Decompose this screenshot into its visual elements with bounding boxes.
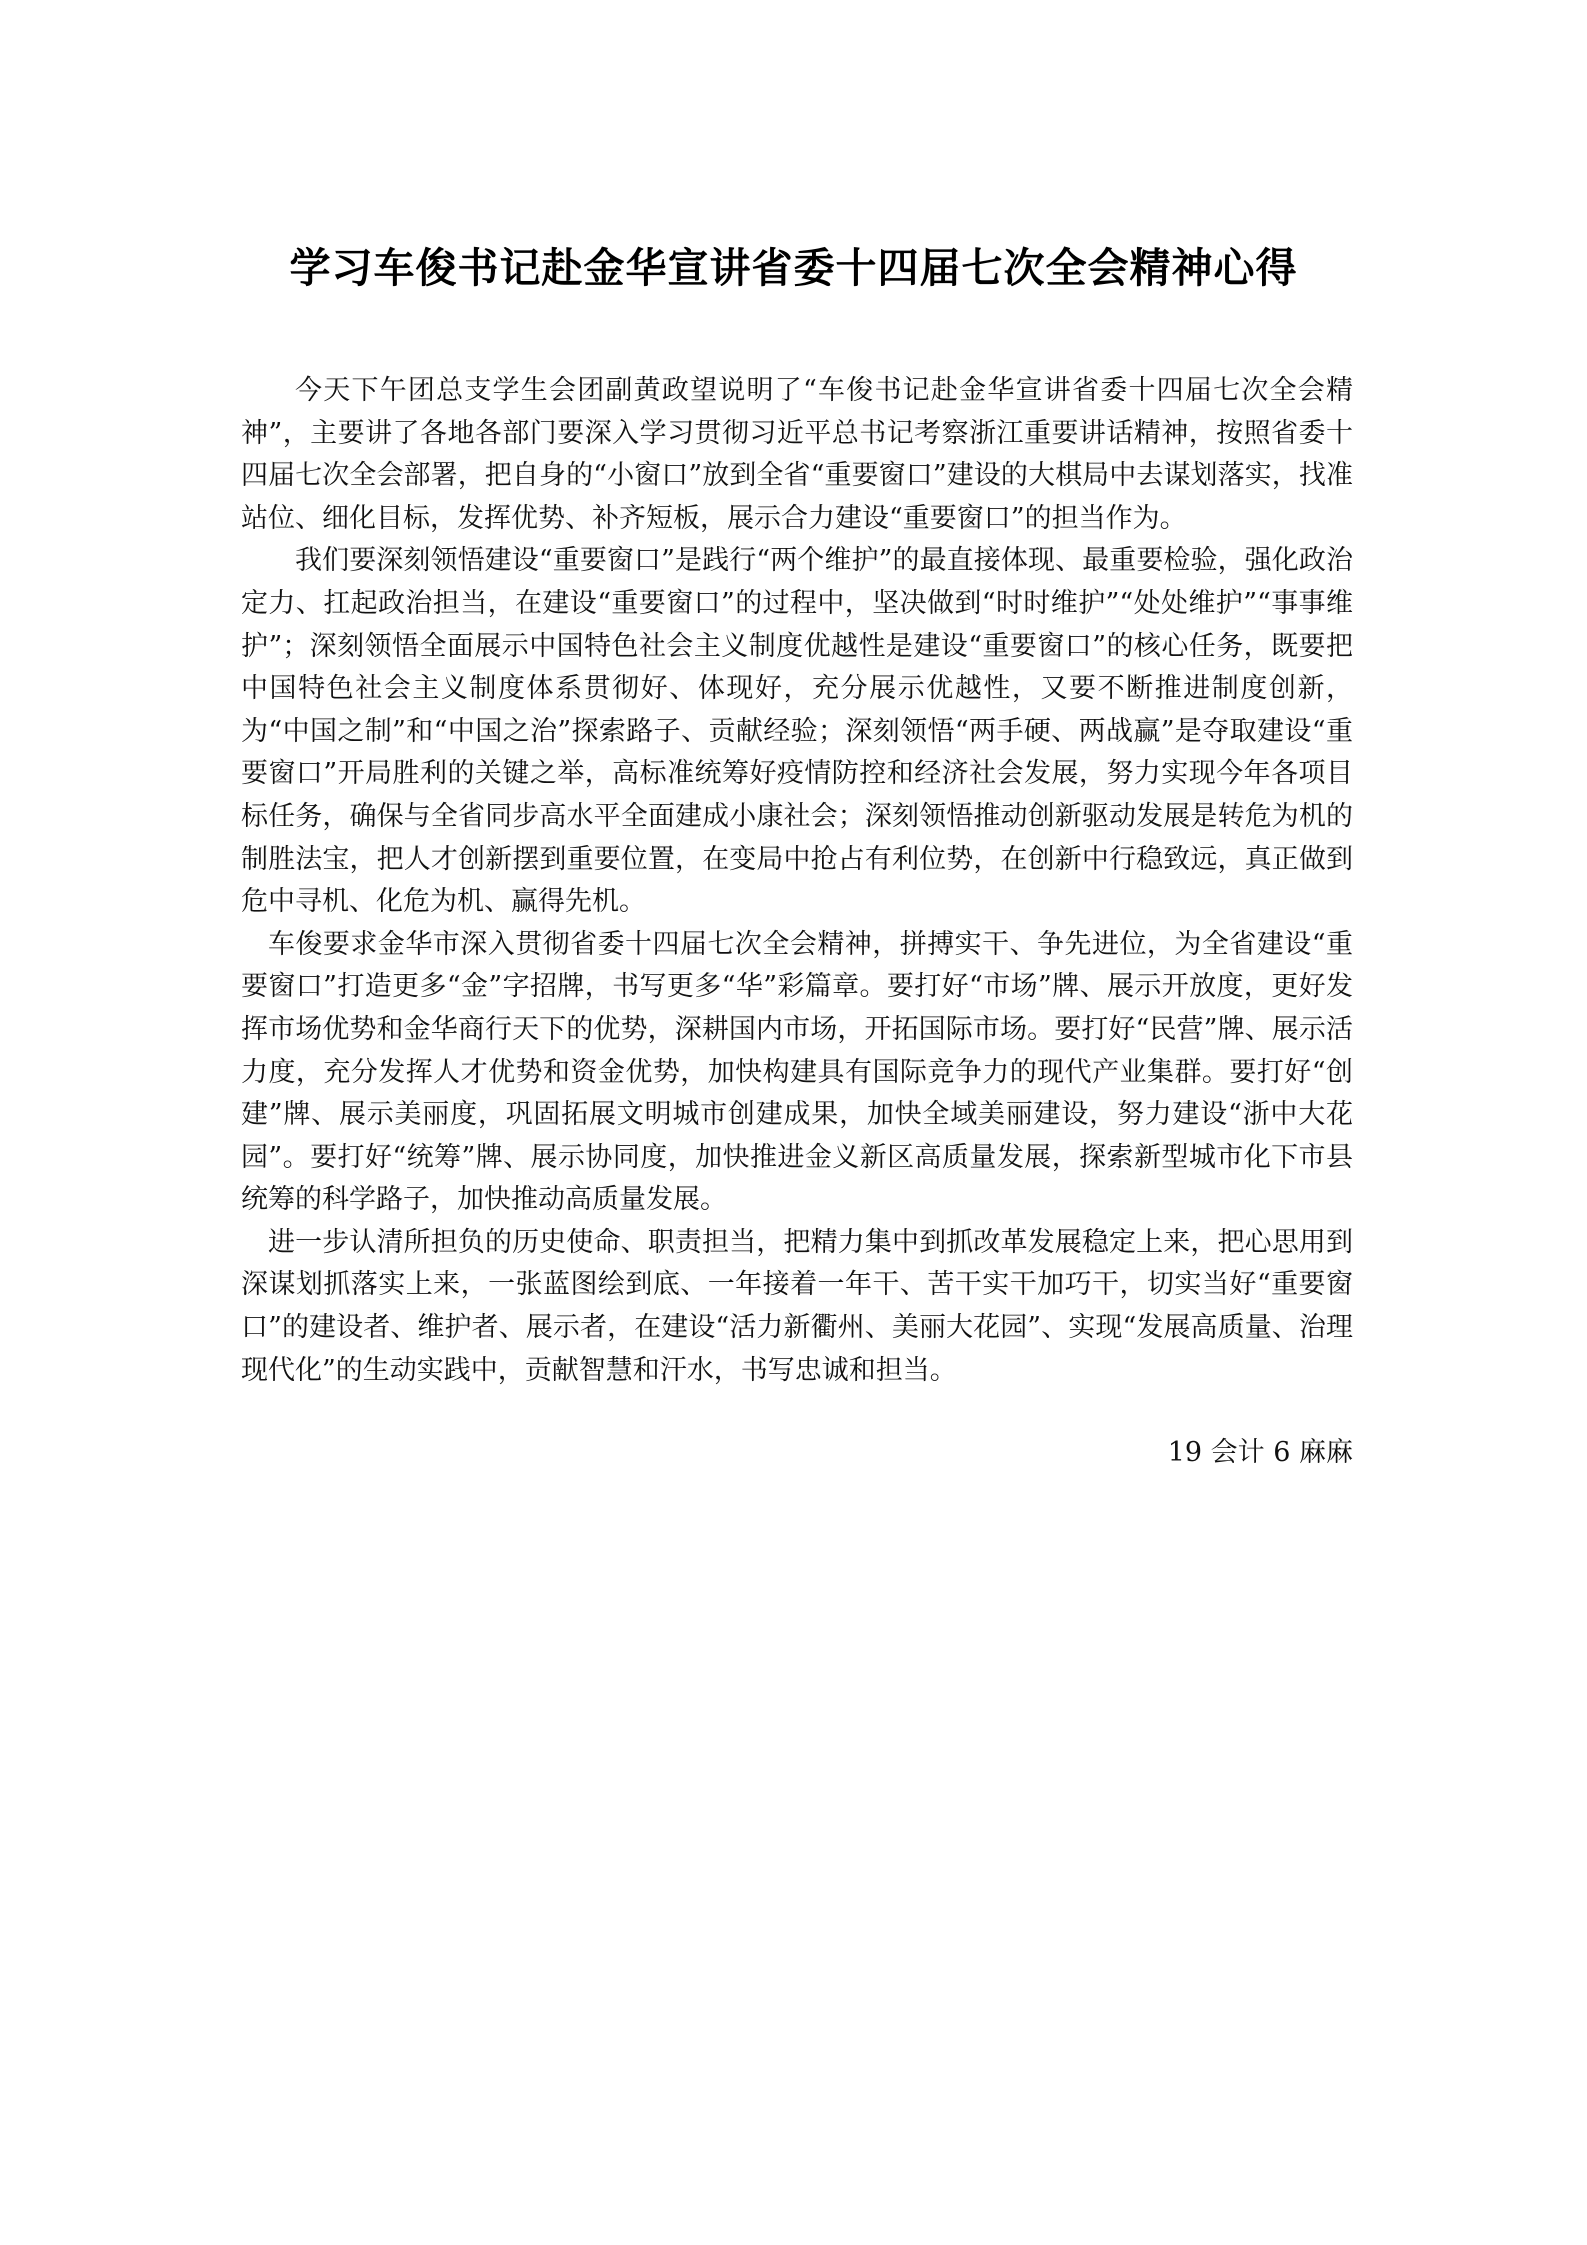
paragraph-1: 今天下午团总支学生会团副黄政望说明了“车俊书记赴金华宣讲省委十四届七次全会精神”，主要讲了各地各部门要深入学习贯彻习近平总书记考察浙江重要讲话精神，按照省委十四届七次全会部署，把自身的“小窗口”放到全省“重要窗口”建设的大棋局中去谋划落实，找准站位、细化目标，发挥优势、补齐短板，展示合力建设“重要窗口”的担当作为。 [241, 375, 1353, 534]
paragraph-4: 进一步认清所担负的历史使命、职责担当，把精力集中到抓改革发展稳定上来，把心思用到深谋划抓落实上来，一张蓝图绘到底、一年接着一年干、苦干实干加巧干，切实当好“重要窗口”的建设者、维护者、展示者，在建设“活力新衢州、美丽大花园”、实现“发展高质量、治理现代化”的生动实践中，贡献智慧和汗水，书写忠诚和担当。 [241, 1226, 1353, 1386]
document-body [241, 370, 1353, 1392]
document-title: 学习车俊书记赴金华宣讲省委十四届七次全会精神心得 [289, 244, 1298, 292]
author-signature: 19 会计 6 麻麻 [1167, 1437, 1353, 1468]
paragraph-2: 我们要深刻领悟建设“重要窗口”是践行“两个维护”的最直接体现、最重要检验，强化政治定力、扛起政治担当，在建设“重要窗口”的过程中，坚决做到“时时维护”“处处维护”“事事维护”；深刻领悟全面展示中国特色社会主义制度优越性是建设“重要窗口”的核心任务，既要把中国特色社会主义制度体系贯彻好、体现好，充分展示优越性，又要不断推进制度创新，为“中国之制”和“中国之治”探索路子、贡献经验；深刻领悟“两手硬、两战赢”是夺取建设“重要窗口”开局胜利的关键之举，高标准统筹好疫情防控和经济社会发展，努力实现今年各项目标任务，确保与全省同步高水平全面建成小康社会；深刻领悟推动创新驱动发展是转危为机的制胜法宝，把人才创新摆到重要位置，在变局中抢占有利位势，在创新中行稳致远，真正做到危中寻机、化危为机、赢得先机。 [241, 545, 1353, 918]
paragraph-3: 车俊要求金华市深入贯彻省委十四届七次全会精神，拼搏实干、争先进位，为全省建设“重要窗口”打造更多“金”字招牌，书写更多“华”彩篇章。要打好“市场”牌、展示开放度，更好发挥市场优势和金华商行天下的优势，深耕国内市场，开拓国际市场。要打好“民营”牌、展示活力度，充分发挥人才优势和资金优势，加快构建具有国际竞争力的现代产业集群。要打好“创建”牌、展示美丽度，巩固拓展文明城市创建成果，加快全域美丽建设，努力建设“浙中大花园”。要打好“统筹”牌、展示协同度，加快推进金义新区高质量发展，探索新型城市化下市县统筹的科学路子，加快推动高质量发展。 [241, 928, 1353, 1216]
